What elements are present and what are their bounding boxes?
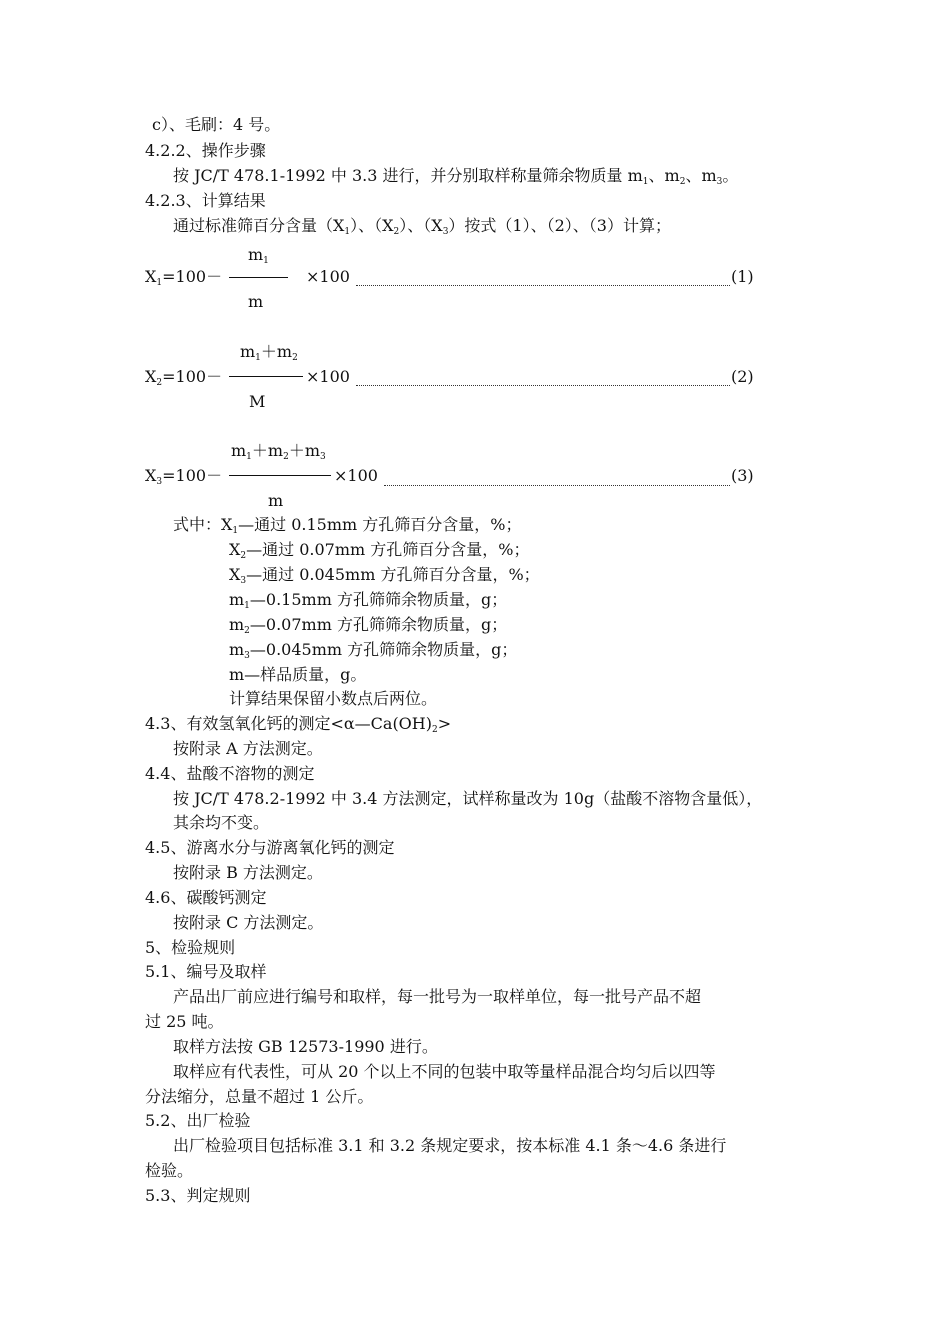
eq3-lhs: $X_3=100-$ — [145, 466, 223, 487]
item-c-brush: c）、毛刷：4 号。 — [152, 115, 281, 134]
eq1-number: (1) — [731, 267, 754, 286]
eq1-lhs: $X_1=100-$ — [145, 267, 223, 288]
eq2-times: ×100 — [306, 367, 350, 386]
eq2-leader-dots — [356, 385, 730, 386]
heading-5-3: 5.3、判定规则 — [145, 1186, 251, 1205]
para-5-1-p3-line1: 取样应有代表性，可从 20 个以上不同的包装中取等量样品混合均匀后以四等 — [173, 1062, 716, 1081]
eq2-denominator: M — [249, 392, 266, 411]
para-5-1-p3-line2: 分法缩分，总量不超过 1 公斤。 — [145, 1087, 374, 1106]
eq1-denominator: m — [248, 292, 264, 311]
para-5-2-line2: 检验。 — [145, 1161, 194, 1180]
para-weighing: 按 JC/T 478.1-1992 中 3.3 进行，并分别取样称量筛余物质量 $m_1$、$m_2$、$m_3$。 — [173, 166, 739, 187]
para-4-6: 按附录 C 方法测定。 — [173, 913, 324, 932]
para-5-1-p2: 取样方法按 GB 12573-1990 进行。 — [173, 1037, 438, 1056]
para-5-2-line1: 出厂检验项目包括标准 3.1 和 3.2 条规定要求，按本标准 4.1 条～4.6 条进行 — [173, 1136, 727, 1155]
heading-4-4: 4.4、盐酸不溶物的测定 — [145, 764, 315, 783]
def-x2: $X_2—$通过 0.07mm 方孔筛百分含量，%； — [229, 540, 530, 561]
eq1-fraction-bar — [229, 277, 288, 278]
eq3-number: (3) — [731, 466, 754, 485]
def-m: m—样品质量，g。 — [229, 665, 367, 684]
para-5-1-p1-line2: 过 25 吨。 — [145, 1012, 224, 1031]
eq3-numerator: $m_1+m_2+m_3$ — [231, 441, 326, 462]
eq3-fraction-bar — [229, 475, 331, 476]
para-4-4-line2: 其余均不变。 — [173, 813, 270, 832]
heading-5-1: 5.1、编号及取样 — [145, 962, 267, 981]
eq3-times: ×100 — [334, 466, 378, 485]
eq1-leader-dots — [356, 285, 730, 286]
eq2-number: (2) — [731, 367, 754, 386]
heading-5-2: 5.2、出厂检验 — [145, 1111, 251, 1130]
para-4-4-line1: 按 JC/T 478.2-1992 中 3.4 方法测定，试样称量改为 10g（盐酸不溶物含量低）， — [173, 789, 763, 808]
eq3-leader-dots — [384, 485, 730, 486]
def-m1: $m_1—0.15mm$ 方孔筛筛余物质量，g； — [229, 590, 508, 611]
para-4-5: 按附录 B 方法测定。 — [173, 863, 323, 882]
def-m2: $m_2—0.07mm$ 方孔筛筛余物质量，g； — [229, 615, 508, 636]
eq1-numerator: $m_1$ — [248, 245, 269, 266]
def-rounding-note: 计算结果保留小数点后两位。 — [229, 689, 438, 708]
def-x3: $X_3—$通过 0.045mm 方孔筛百分含量，%； — [229, 565, 540, 586]
eq2-fraction-bar — [229, 376, 303, 377]
def-x1: 式中：$X_1—$通过 0.15mm 方孔筛百分含量，%； — [173, 515, 522, 536]
para-calc-intro: 通过标准筛百分含量$(X_1)$、$(X_2)$、$(X_3)$按式（1）、（2）、（3）计算； — [173, 216, 671, 237]
heading-4-3: 4.3、有效氢氧化钙的测定$<\alpha—Ca(OH)_2>$ — [145, 714, 452, 735]
heading-5: 5、检验规则 — [145, 938, 236, 957]
heading-4-5: 4.5、游离水分与游离氧化钙的测定 — [145, 838, 395, 857]
heading-4-2-2: 4.2.2、操作步骤 — [145, 141, 266, 160]
eq1-times: ×100 — [306, 267, 350, 286]
eq2-numerator: $m_1+m_2$ — [240, 342, 298, 363]
para-4-3: 按附录 A 方法测定。 — [173, 739, 323, 758]
heading-4-6: 4.6、碳酸钙测定 — [145, 888, 267, 907]
def-m3: $m_3—0.045mm$ 方孔筛筛余物质量，g； — [229, 640, 518, 661]
heading-4-2-3: 4.2.3、计算结果 — [145, 191, 266, 210]
eq3-denominator: m — [268, 491, 284, 510]
para-5-1-p1-line1: 产品出厂前应进行编号和取样，每一批号为一取样单位，每一批号产品不超 — [173, 987, 702, 1006]
eq2-lhs: $X_2=100-$ — [145, 367, 223, 388]
